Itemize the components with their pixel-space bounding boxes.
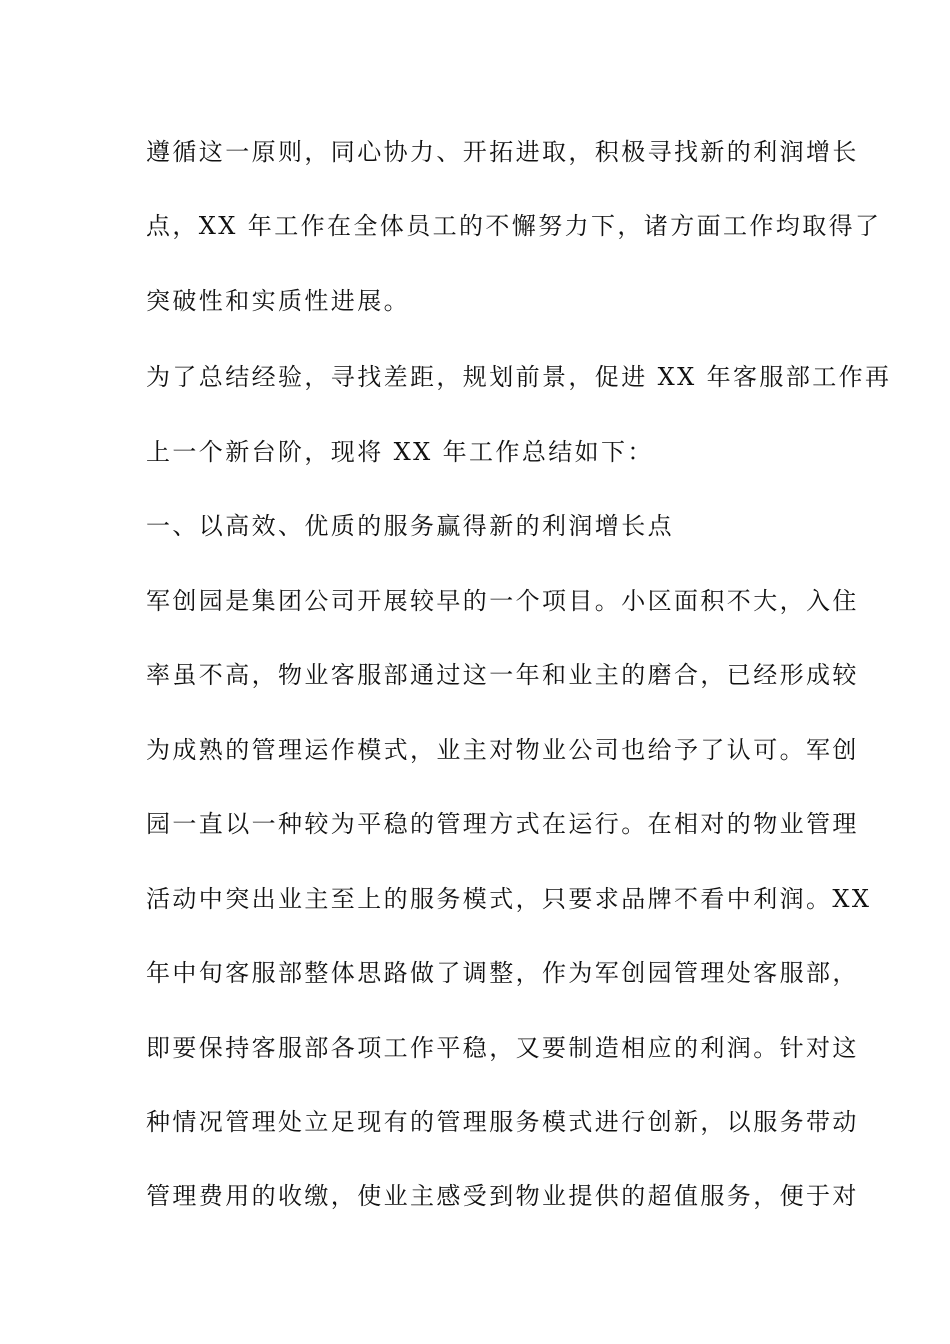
paragraph-line-4: 为了总结经验，寻找差距，规划前景，促进 XX 年客服部工作再: [146, 363, 892, 391]
paragraph-line-3: 突破性和实质性进展。: [146, 287, 410, 315]
paragraph-line-13: 即要保持客服部各项工作平稳，又要制造相应的利润。针对这: [146, 1034, 859, 1062]
paragraph-line-8: 率虽不高，物业客服部通过这一年和业主的磨合，已经形成较: [146, 661, 859, 689]
section-heading: 一、以高效、优质的服务赢得新的利润增长点: [146, 512, 674, 540]
paragraph-line-11: 活动中突出业主至上的服务模式，只要求品牌不看中利润。XX: [146, 885, 872, 913]
paragraph-line-9: 为成熟的管理运作模式，业主对物业公司也给予了认可。军创: [146, 736, 859, 764]
paragraph-line-15: 管理费用的收缴，使业主感受到物业提供的超值服务，便于对: [146, 1182, 859, 1210]
paragraph-line-12: 年中旬客服部整体思路做了调整，作为军创园管理处客服部，: [146, 959, 859, 987]
paragraph-line-5: 上一个新台阶，现将 XX 年工作总结如下：: [146, 438, 654, 466]
paragraph-line-14: 种情况管理处立足现有的管理服务模式进行创新，以服务带动: [146, 1108, 859, 1136]
paragraph-line-10: 园一直以一种较为平稳的管理方式在运行。在相对的物业管理: [146, 810, 859, 838]
paragraph-line-7: 军创园是集团公司开展较早的一个项目。小区面积不大，入住: [146, 587, 859, 615]
paragraph-line-1: 遵循这一原则，同心协力、开拓进取，积极寻找新的利润增长: [146, 138, 859, 166]
paragraph-line-2: 点，XX 年工作在全体员工的不懈努力下，诸方面工作均取得了: [146, 212, 882, 240]
